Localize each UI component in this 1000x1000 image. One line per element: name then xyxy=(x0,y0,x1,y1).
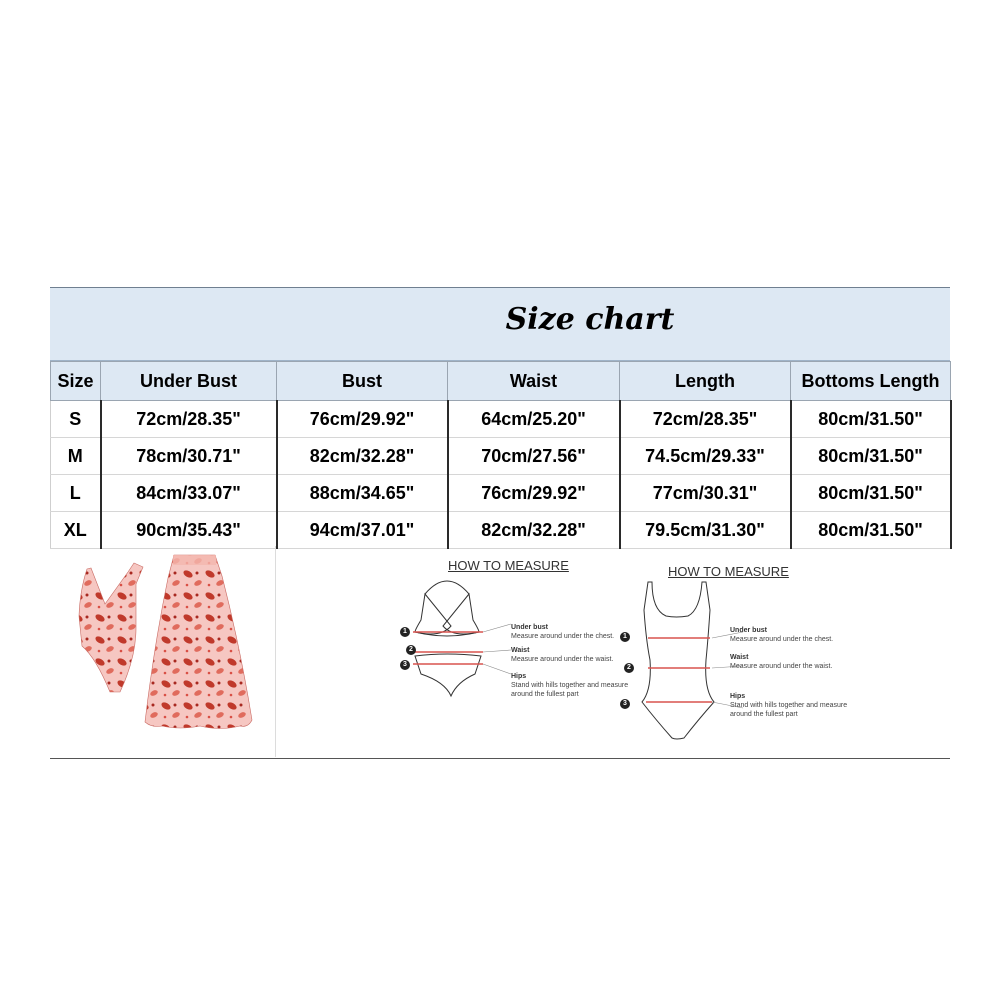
header-bust: Bust xyxy=(277,362,448,401)
cell-waist: 82cm/32.28" xyxy=(448,512,620,549)
swimsuit-illustration xyxy=(79,563,143,692)
cell-under-bust: 72cm/28.35" xyxy=(101,401,277,438)
cell-under-bust: 90cm/35.43" xyxy=(101,512,277,549)
cell-bottoms-length: 80cm/31.50" xyxy=(791,438,951,475)
table-row xyxy=(51,475,951,512)
label-waist: Waist xyxy=(511,647,530,654)
cell-bust: 82cm/32.28" xyxy=(277,438,448,475)
table-row xyxy=(51,401,951,438)
cell-size: M xyxy=(51,438,101,475)
cell-bottoms-length: 80cm/31.50" xyxy=(791,512,951,549)
step-number-3: 3 xyxy=(620,699,630,709)
product-image xyxy=(50,546,276,757)
size-chart xyxy=(50,287,950,758)
cell-size: XL xyxy=(51,512,101,549)
step-number-1: 1 xyxy=(400,627,410,637)
cell-size: L xyxy=(51,475,101,512)
size-table xyxy=(50,361,952,549)
table-row xyxy=(51,438,951,475)
table-row xyxy=(51,512,951,549)
cell-length: 72cm/28.35" xyxy=(620,401,791,438)
step-number-1: 1 xyxy=(620,632,630,642)
step-number-2: 2 xyxy=(406,645,416,655)
bikini-outline-icon xyxy=(401,574,516,724)
table-header-row xyxy=(51,362,951,401)
cell-length: 77cm/30.31" xyxy=(620,475,791,512)
skirt-illustration xyxy=(145,555,252,729)
swimsuit-and-skirt-illustration xyxy=(50,546,275,757)
cell-bust: 76cm/29.92" xyxy=(277,401,448,438)
header-length: Length xyxy=(620,362,791,401)
desc-waist: Measure around under the waist. xyxy=(730,663,833,670)
desc-under-bust: Measure around under the chest. xyxy=(511,633,615,640)
header-bottoms-length: Bottoms Length xyxy=(791,362,951,401)
label-hips: Hips xyxy=(511,673,527,680)
cell-size: S xyxy=(51,401,101,438)
how-to-measure-section xyxy=(276,546,950,757)
desc-under-bust: Measure around under the chest. xyxy=(730,636,834,643)
cell-bust: 94cm/37.01" xyxy=(277,512,448,549)
step-number-2: 2 xyxy=(624,663,634,673)
label-hips: Hips xyxy=(730,693,746,700)
header-size: Size xyxy=(51,362,101,401)
cell-under-bust: 78cm/30.71" xyxy=(101,438,277,475)
label-under-bust: Under bust xyxy=(730,627,767,634)
bottom-section xyxy=(50,546,950,759)
how-to-measure-heading-bikini: HOW TO MEASURE xyxy=(448,558,569,573)
cell-bottoms-length: 80cm/31.50" xyxy=(791,475,951,512)
title-bar xyxy=(50,287,950,361)
page-title: Size chart xyxy=(505,302,675,337)
header-waist: Waist xyxy=(448,362,620,401)
cell-length: 79.5cm/31.30" xyxy=(620,512,791,549)
step-number-3: 3 xyxy=(400,660,410,670)
cell-waist: 76cm/29.92" xyxy=(448,475,620,512)
cell-bust: 88cm/34.65" xyxy=(277,475,448,512)
cell-under-bust: 84cm/33.07" xyxy=(101,475,277,512)
header-under-bust: Under Bust xyxy=(101,362,277,401)
label-waist: Waist xyxy=(730,654,749,661)
cell-waist: 64cm/25.20" xyxy=(448,401,620,438)
label-under-bust: Under bust xyxy=(511,624,548,631)
cell-length: 74.5cm/29.33" xyxy=(620,438,791,475)
cell-bottoms-length: 80cm/31.50" xyxy=(791,401,951,438)
desc-waist: Measure around under the waist. xyxy=(511,656,614,663)
how-to-measure-heading-onepiece: HOW TO MEASURE xyxy=(668,564,789,579)
desc-hips: Stand with hills together and measure around the fullest part xyxy=(511,682,629,698)
cell-waist: 70cm/27.56" xyxy=(448,438,620,475)
desc-hips: Stand with hills together and measure around the fullest part xyxy=(730,702,848,718)
